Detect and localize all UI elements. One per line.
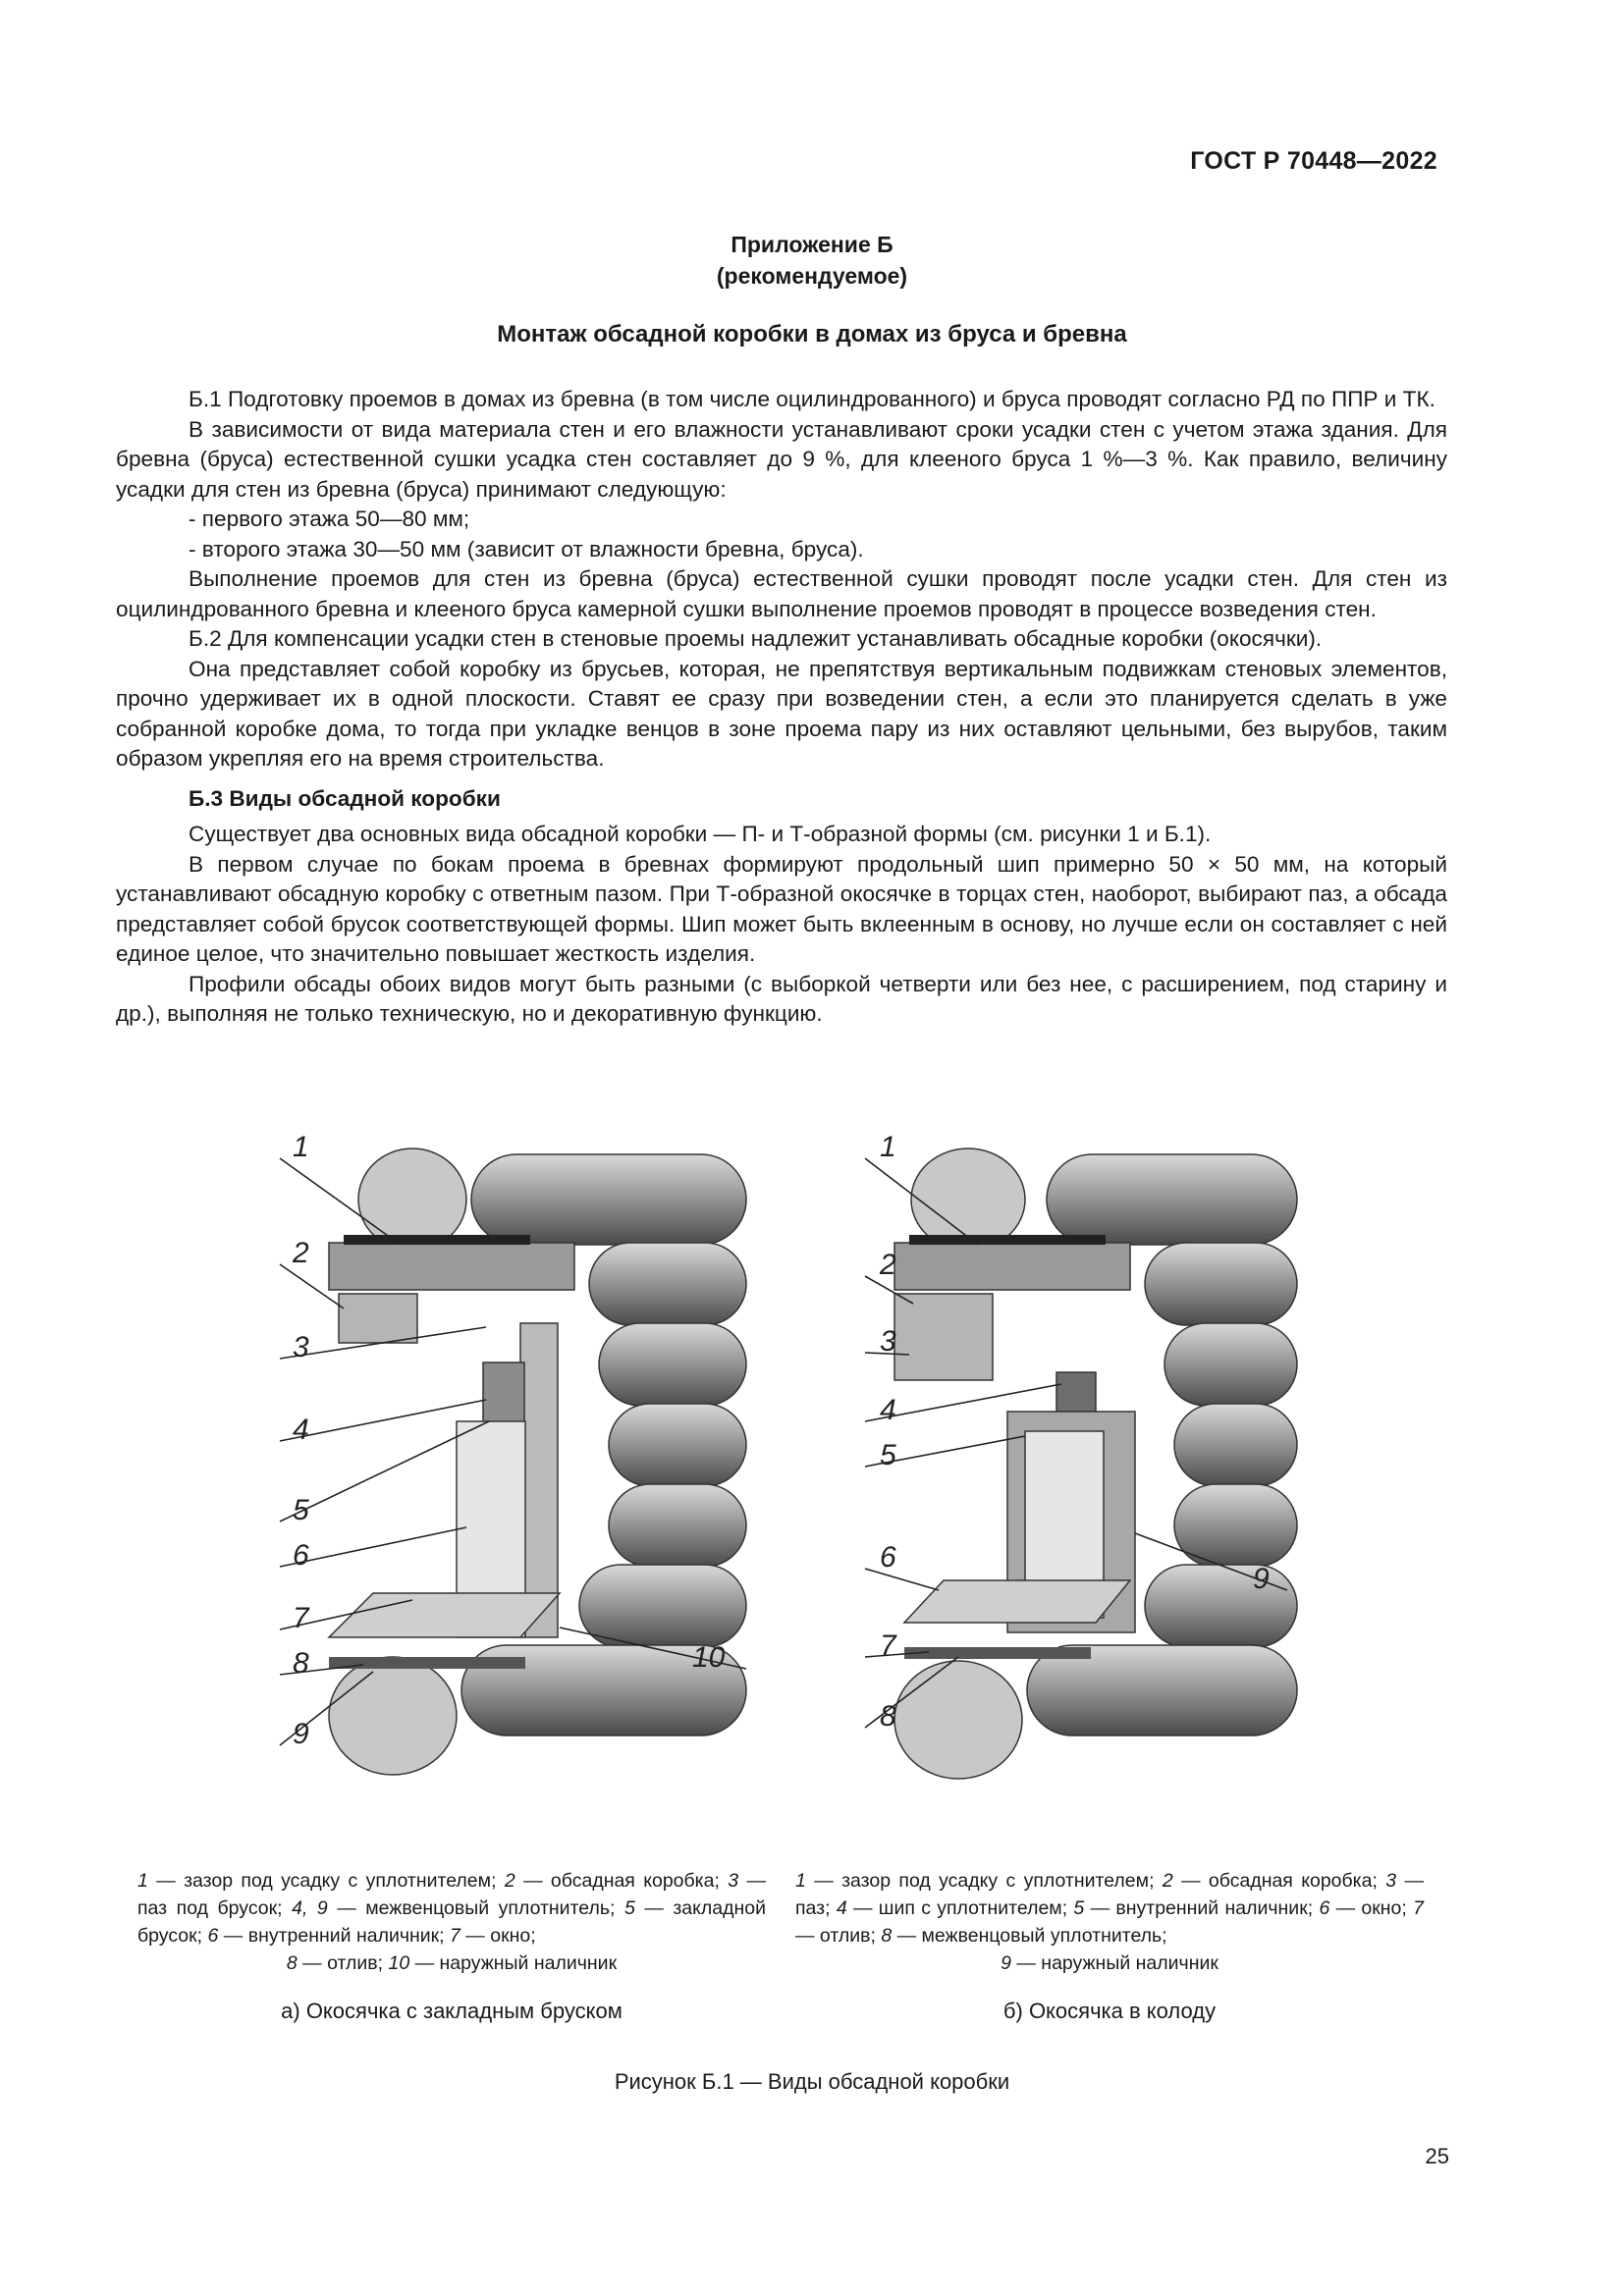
log-5: [609, 1484, 746, 1567]
paragraph-b1: Б.1 Подготовку проемов в домах из бревна (в том числе оцилиндрованного) и бруса проводят согласно РД по ППР и ТК.: [189, 387, 1435, 411]
log-2: [1145, 1243, 1297, 1325]
appendix-heading: [0, 229, 1624, 292]
log-1: [471, 1154, 746, 1245]
log-4: [609, 1404, 746, 1486]
log-4: [1174, 1404, 1297, 1486]
figure-a-drawing: [265, 1127, 756, 1814]
appendix-subtitle: (рекомендуемое): [716, 263, 908, 289]
top-beam: [894, 1243, 1130, 1290]
log-3: [1164, 1323, 1297, 1406]
figure-a: [265, 1127, 756, 1819]
label-b-6: 6: [880, 1541, 896, 1574]
top-beam: [329, 1243, 574, 1290]
tenon: [1056, 1372, 1096, 1415]
subheading-b3: Б.3 Виды обсадной коробки: [189, 785, 501, 811]
label-a-1: 1: [293, 1131, 309, 1163]
label-b-8: 8: [880, 1700, 896, 1733]
label-b-1: 1: [880, 1131, 896, 1163]
label-b-5: 5: [880, 1439, 896, 1471]
label-b-7: 7: [880, 1629, 896, 1662]
label-a-6: 6: [293, 1539, 309, 1572]
log-2: [589, 1243, 746, 1325]
figure-caption: Рисунок Б.1 — Виды обсадной коробки: [614, 2069, 1010, 2094]
sill: [904, 1580, 1130, 1623]
label-b-9: 9: [1253, 1563, 1270, 1595]
label-a-10: 10: [692, 1641, 726, 1674]
label-b-3: 3: [880, 1325, 896, 1358]
label-a-7: 7: [293, 1602, 309, 1634]
label-a-4: 4: [293, 1414, 309, 1446]
log-1: [1047, 1154, 1297, 1245]
list-item-second-floor: - второго этажа 30—50 мм (зависит от влажности бревна, бруса).: [189, 536, 864, 561]
document-code: ГОСТ Р 70448—2022: [1190, 147, 1437, 175]
shrink-gap: [909, 1235, 1106, 1245]
paragraph-b2: Б.2 Для компенсации усадки стен в стеновые проемы надлежит устанавливать обсадные коробки (окосячки).: [189, 626, 1323, 651]
paragraph-two-types: Существует два основных вида обсадной коробки — П- и Т-образной формы (см. рисунки 1 и Б.1).: [189, 822, 1212, 846]
body-text: [116, 385, 1447, 1030]
drip: [329, 1657, 525, 1669]
figure-a-caption: а) Окосячка с закладным бруском: [281, 1999, 623, 2023]
paragraph-first-case: В первом случае по бокам проема в бревнах формируют продольный шип примерно 50 × 50 мм, на который устанавливают обсадную коробку с ответным пазом. При Т-образной окосячке в торцах стен, наоборот, выбирают паз, а обсада представляет собой брусок соответствующей формы. Шип может быть вклеенным в основу, но лучше если он составляет с ней единое целое, что значительно повышает жесткость изделия.: [116, 851, 1447, 966]
sill: [329, 1593, 560, 1637]
figure-b: [850, 1127, 1302, 1819]
drip: [904, 1647, 1091, 1659]
label-a-9: 9: [293, 1718, 309, 1750]
label-b-4: 4: [880, 1394, 896, 1426]
label-a-5: 5: [293, 1494, 309, 1526]
label-b-2: 2: [880, 1249, 896, 1281]
log-end-7: [894, 1661, 1022, 1779]
casing-top: [339, 1294, 417, 1343]
label-a-3: 3: [293, 1331, 309, 1363]
paragraph-box-description: Она представляет собой коробку из брусьев, которая, не препятствуя вертикальным подвижкам стеновых элементов, прочно удерживает их в одной плоскости. Ставят ее сразу при возведении стен, а если это планируется сделать в уже собранной коробке дома, то тогда при укладке венцов в зоне проема пару из них оставляют цельными, без вырубов, таким образом укрепляя его на время строительства.: [116, 656, 1447, 771]
section-title: Монтаж обсадной коробки в домах из бруса и бревна: [497, 321, 1127, 347]
paragraph-profiles: Профили обсады обоих видов могут быть разными (с выборкой четверти или без нее, с расширением, под старину и др.), выполняя не только техническую, но и декоративную функцию.: [116, 971, 1447, 1026]
label-a-2: 2: [293, 1237, 309, 1269]
casing-top: [894, 1294, 993, 1380]
page-number: 25: [1425, 2144, 1449, 2168]
shrink-gap: [344, 1235, 530, 1245]
log-end-7: [329, 1657, 457, 1775]
list-item-first-floor: - первого этажа 50—80 мм;: [189, 507, 470, 531]
figure-b-caption: б) Окосячка в колоду: [1002, 1999, 1217, 2023]
figure-b-drawing: [850, 1127, 1302, 1814]
paragraph-openings: Выполнение проемов для стен из бревна (бруса) естественной сушки проводят после усадки стен. Для стен из оцилиндрованного бревна и клееного бруса камерной сушки выполнение проемов проводят в процессе возведения стен.: [116, 566, 1447, 621]
figure-b-legend: 1 — зазор под усадку с уплотнителем; 2 — обсадная коробка; 3 — паз; 4 — шип с уплотнителем; 5 — внутренний наличник; 6 — окно; 7 — отлив; 8 — межвенцовый уплотнитель; 9 — наружный наличник: [795, 1870, 1424, 1974]
log-3: [599, 1323, 746, 1406]
log-6: [1145, 1565, 1297, 1647]
appendix-title: Приложение Б: [731, 232, 893, 257]
paragraph-shrinkage: В зависимости от вида материала стен и его влажности устанавливают сроки усадки стен с учетом этажа здания. Для бревна (бруса) естественной сушки усадка стен составляет до 9 %, для клееного бруса 1 %—3 %. Как правило, величину усадки для стен из бревна (бруса) принимают следующую:: [116, 416, 1447, 502]
label-a-8: 8: [293, 1647, 309, 1680]
figure-a-legend: 1 — зазор под усадку с уплотнителем; 2 — обсадная коробка; 3 — паз под брусок; 4, 9 — межвенцовый уплотнитель; 5 — закладной брусок; 6 — внутренний наличник; 7 — окно; 8 — отлив; 10 — наружный наличник: [137, 1870, 766, 1974]
log-6: [579, 1565, 746, 1647]
